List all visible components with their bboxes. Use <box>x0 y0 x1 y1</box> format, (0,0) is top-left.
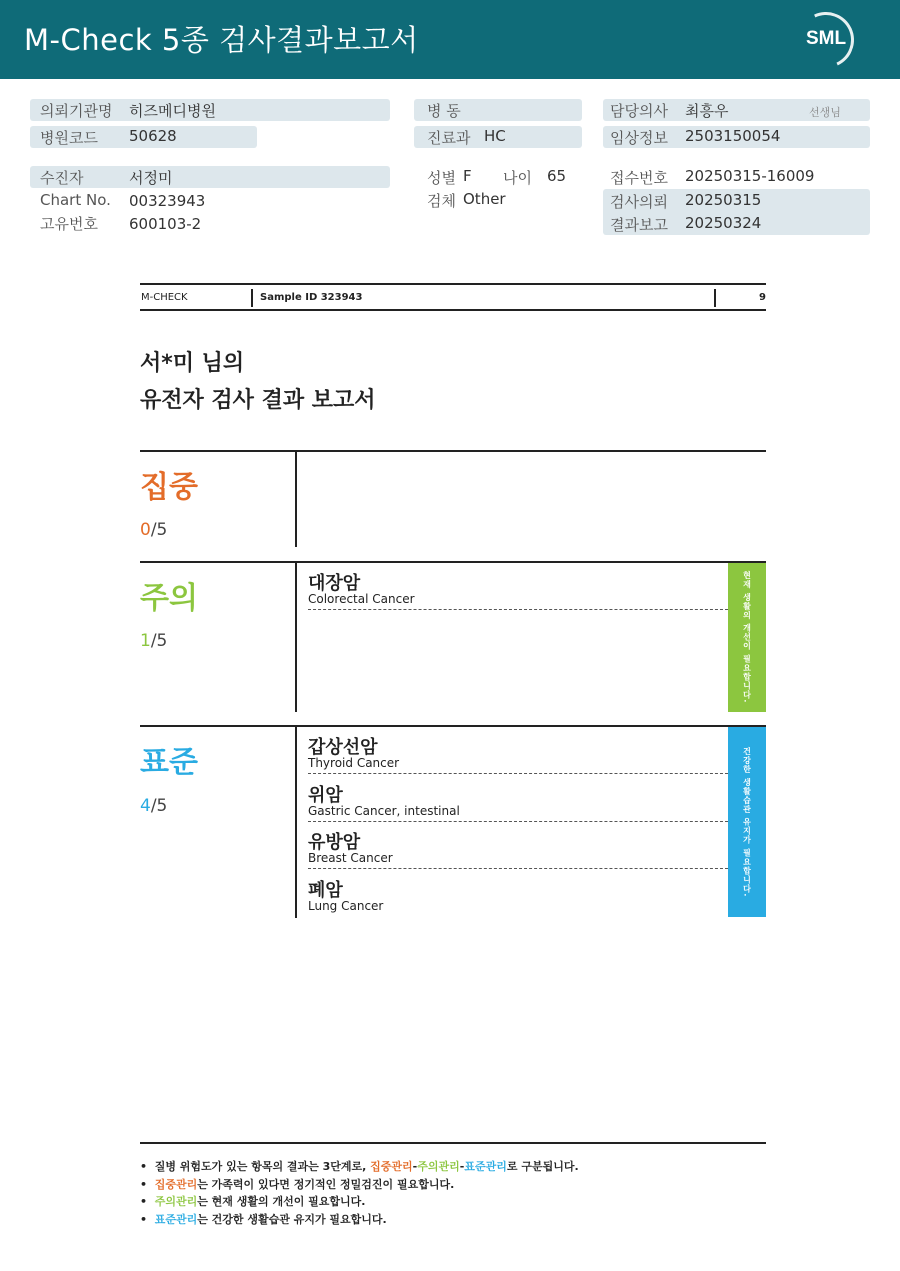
note-text: 는 건강한 생활습관 유지가 필요합니다. <box>197 1212 387 1226</box>
focus-count <box>140 520 167 540</box>
dept-value: HC <box>484 127 506 145</box>
receipt-no-value: 20250315-16009 <box>685 167 815 185</box>
page-header-top-rule <box>140 283 766 285</box>
focus-top-rule <box>140 450 766 452</box>
sample-id: Sample ID 323943 <box>260 292 363 303</box>
doctor-label: 담당의사 <box>610 102 668 120</box>
sex-label: 성별 <box>427 169 456 187</box>
report-header-bar <box>0 0 900 79</box>
caution-advice-bar: 현재 생활의 개선이 필요합니다. <box>728 563 766 712</box>
standard-item-en: Breast Cancer <box>308 851 393 865</box>
info-band-patient <box>30 166 390 188</box>
specimen-label: 검체 <box>427 192 456 210</box>
standard-item-ko: 위암 <box>308 785 343 806</box>
note-text: 질병 위험도가 있는 항목의 결과는 3단계로, <box>154 1160 371 1173</box>
ward-label: 병 동 <box>427 102 461 120</box>
caution-count-number: 1 <box>140 631 151 651</box>
sex-value: F <box>463 167 472 185</box>
requested-date-value: 20250315 <box>685 191 762 209</box>
note-focus-term: 집중관리 <box>154 1177 198 1191</box>
caution-item-en: Colorectal Cancer <box>308 592 415 606</box>
standard-count-total: /5 <box>150 796 168 816</box>
brand-label: M-CHECK <box>141 292 188 303</box>
caution-top-rule <box>140 561 766 563</box>
focus-count-total: /5 <box>150 520 168 540</box>
patient-label: 수진자 <box>40 169 84 187</box>
dept-label: 진료과 <box>427 129 471 147</box>
unique-no-label: 고유번호 <box>40 215 98 233</box>
note-dash: - <box>459 1160 465 1173</box>
standard-item-ko: 폐암 <box>308 880 343 901</box>
standard-item-en: Gastric Cancer, intestinal <box>308 804 460 818</box>
page-header-bottom-rule <box>140 309 766 311</box>
caution-item-ko: 대장암 <box>308 573 361 594</box>
standard-item-separator <box>308 821 728 822</box>
note-caution-term: 주의관리 <box>417 1160 460 1173</box>
hospital-code-label: 병원코드 <box>40 129 98 147</box>
standard-count <box>140 796 167 816</box>
note-focus-term: 집중관리 <box>370 1160 413 1173</box>
reported-date-label: 결과보고 <box>610 216 668 234</box>
receipt-no-label: 접수번호 <box>610 169 668 187</box>
report-title-line: 유전자 검사 결과 보고서 <box>140 388 376 413</box>
clinical-info-value: 2503150054 <box>685 127 781 145</box>
doctor-suffix: 선생님 <box>809 106 841 119</box>
note-line: • 주의관리는 현재 생활의 개선이 필요합니다. <box>140 1195 366 1208</box>
standard-item-en: Thyroid Cancer <box>308 756 400 770</box>
caution-count-total: /5 <box>150 631 168 651</box>
standard-advice-bar: 건강한 생활습관 유지가 필요합니다. <box>728 727 766 917</box>
note-line: • 질병 위험도가 있는 항목의 결과는 3단계로, 집중관리-주의관리-표준관리로 구분됩니다. <box>140 1160 579 1173</box>
note-caution-term: 주의관리 <box>154 1195 198 1208</box>
note-standard-term: 표준관리 <box>154 1212 198 1226</box>
standard-top-rule <box>140 725 766 727</box>
standard-item-en: Lung Cancer <box>308 899 384 913</box>
specimen-value: Other <box>463 190 506 208</box>
note-dash: - <box>412 1160 418 1173</box>
focus-count-number: 0 <box>140 520 151 540</box>
legend-notes <box>140 1158 579 1228</box>
unique-no-value: 600103-2 <box>129 215 202 233</box>
note-text: 는 현재 생활의 개선이 필요합니다. <box>197 1195 366 1208</box>
standard-item-ko: 유방암 <box>308 832 361 853</box>
caution-item-separator <box>308 609 728 610</box>
caution-count <box>140 631 167 651</box>
standard-count-number: 4 <box>140 796 151 816</box>
note-text: 는 가족력이 있다면 정기적인 정밀검진이 필요합니다. <box>197 1177 455 1191</box>
requesting-org-value: 히즈메디병원 <box>129 102 216 120</box>
caution-title: 주의 <box>140 581 198 616</box>
hospital-code-value: 50628 <box>129 127 177 145</box>
standard-title: 표준 <box>140 745 198 780</box>
age-value: 65 <box>547 167 567 185</box>
caution-divider <box>295 562 297 712</box>
reported-date-value: 20250324 <box>685 214 762 232</box>
standard-item-separator <box>308 773 728 774</box>
standard-divider <box>295 726 297 918</box>
focus-title: 집중 <box>140 470 198 505</box>
sml-logo <box>798 12 854 68</box>
page-number: 9 <box>759 292 766 303</box>
chart-no-value: 00323943 <box>129 192 206 210</box>
note-standard-term: 표준관리 <box>464 1160 507 1173</box>
standard-item-separator <box>308 868 728 869</box>
patient-value: 서정미 <box>129 169 173 187</box>
page-header-divider <box>251 289 253 307</box>
standard-item-ko: 갑상선암 <box>308 737 378 758</box>
report-person-line: 서*미 님의 <box>140 351 245 376</box>
focus-divider <box>295 451 297 547</box>
notes-top-rule <box>140 1142 766 1144</box>
page-header-divider-right <box>714 289 716 307</box>
report-title: M-Check 5종 검사결과보고서 <box>24 23 419 57</box>
requested-date-label: 검사의뢰 <box>610 193 668 211</box>
chart-no-label: Chart No. <box>40 191 111 209</box>
logo-text: SML <box>805 28 847 49</box>
clinical-info-label: 임상정보 <box>610 129 668 147</box>
note-text: 로 구분됩니다. <box>506 1160 579 1173</box>
requesting-org-label: 의뢰기관명 <box>40 102 113 120</box>
note-line: • 집중관리는 가족력이 있다면 정기적인 정밀검진이 필요합니다. <box>140 1177 455 1191</box>
age-label: 나이 <box>503 169 532 187</box>
note-line: • 표준관리는 건강한 생활습관 유지가 필요합니다. <box>140 1212 387 1226</box>
doctor-value: 최흥우 <box>685 102 729 120</box>
